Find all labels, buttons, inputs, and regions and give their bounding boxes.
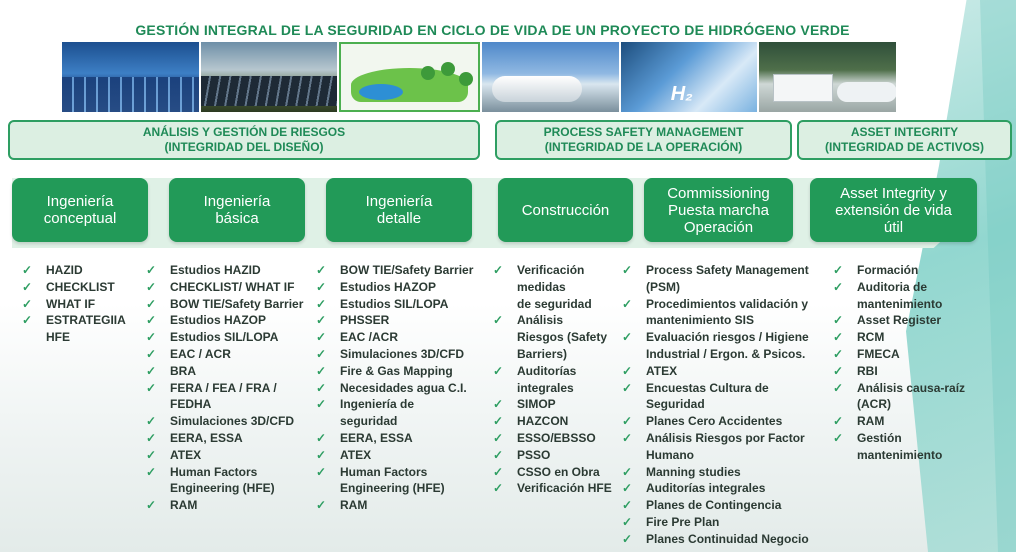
check-icon: ✓ <box>493 263 504 277</box>
checklist-item-text: RAM <box>857 414 885 429</box>
checklist-item-text: Estudios HAZOP <box>170 313 267 328</box>
checklist-item <box>493 430 633 447</box>
checklist-item <box>146 262 321 279</box>
checklist-item-text: Simulaciones 3D/CFD <box>340 346 465 361</box>
checklist-item <box>833 363 983 380</box>
check-icon: ✓ <box>622 296 633 311</box>
checklist-item-text: Simulaciones 3D/CFD <box>170 414 295 429</box>
checklist-item-text: PHSSER <box>340 313 390 328</box>
phase-line1: PROCESS SAFETY MANAGEMENT <box>543 125 744 139</box>
check-icon: ✓ <box>622 464 633 479</box>
checklist-item <box>622 464 832 481</box>
tree-icon <box>459 72 473 86</box>
checklist-item <box>622 262 832 296</box>
checklist-item <box>622 413 832 430</box>
solar-panels-photo <box>62 42 199 112</box>
checklist-item-text: EAC /ACR <box>340 330 399 345</box>
checklist-item-text: Human Factors Engineering (HFE) <box>170 464 275 496</box>
checklist-item <box>316 430 496 447</box>
checklist-item-text: RAM <box>170 498 198 513</box>
check-icon: ✓ <box>146 279 157 294</box>
checklist-item <box>146 363 321 380</box>
stage-line1: Ingeniería <box>203 193 271 210</box>
check-icon: ✓ <box>833 279 844 294</box>
column-detail <box>316 262 496 514</box>
checklist-item-text: EERA, ESSA <box>340 430 413 445</box>
checklist-item <box>316 262 496 279</box>
checklist-item-text: Estudios SIL/LOPA <box>170 330 279 345</box>
checklist-item-text: CHECKLIST/ WHAT IF <box>170 279 295 294</box>
check-icon: ✓ <box>622 430 633 445</box>
stage-line2: Puesta marcha <box>668 201 769 219</box>
checklist-item <box>493 312 633 362</box>
checklist-item-text: Formación <box>857 263 919 277</box>
checklist-item <box>622 380 832 414</box>
checklist-item-text: Fire & Gas Mapping <box>340 363 453 378</box>
checklist-item-text: Planes de Contingencia <box>646 498 782 513</box>
checklist-item-text: WHAT IF <box>46 296 96 311</box>
stage-line1: Asset Integrity y <box>840 184 947 202</box>
checklist-item <box>493 363 633 397</box>
checklist-item <box>833 329 983 346</box>
checklist-item <box>316 447 496 464</box>
checklist-item <box>316 296 496 313</box>
check-icon: ✓ <box>316 447 327 462</box>
check-icon: ✓ <box>316 397 327 412</box>
checklist-item-text: Asset Register <box>857 313 942 328</box>
checklist-item <box>833 262 983 279</box>
check-icon: ✓ <box>316 363 327 378</box>
stage-line2: básica <box>215 210 259 227</box>
check-icon: ✓ <box>833 263 844 277</box>
check-icon: ✓ <box>146 430 157 445</box>
checklist-item <box>146 296 321 313</box>
checklist-item-text: EAC / ACR <box>170 346 231 361</box>
checklist-item <box>833 279 983 313</box>
checklist-item <box>493 464 633 481</box>
hydrogen-plant-photo <box>759 42 896 112</box>
phase-risk-analysis <box>8 120 480 160</box>
check-icon: ✓ <box>493 481 504 496</box>
checklist-item <box>833 312 983 329</box>
checklist-item-text: Análisis Riesgos (Safety Barriers) <box>517 313 608 361</box>
tank-shape <box>837 82 896 102</box>
checklist-item-text: PSSO <box>517 447 551 462</box>
checklist-item-text: Encuestas Cultura de Seguridad <box>646 380 769 412</box>
check-icon: ✓ <box>316 279 327 294</box>
photo-strip <box>62 42 896 112</box>
check-icon: ✓ <box>622 263 633 277</box>
checklist-item <box>146 497 321 514</box>
check-icon: ✓ <box>493 430 504 445</box>
stage-line1: Ingeniería <box>46 193 114 210</box>
phase-asset-integrity <box>797 120 1012 160</box>
checklist-item <box>146 279 321 296</box>
checklist-item-text: FERA / FEA / FRA / FEDHA <box>170 380 277 412</box>
stage-line1: Commissioning <box>667 184 770 202</box>
checklist-item-text: Auditorías integrales <box>646 481 766 496</box>
checklist-item-text: HAZCON <box>517 414 569 429</box>
checklist-item <box>622 430 832 464</box>
stage-basic-engineering <box>169 178 305 242</box>
checklist-item-text: Planes Continuidad Negocio <box>646 531 809 546</box>
checklist-item-text: BOW TIE/Safety Barrier <box>170 296 304 311</box>
checklist-item <box>146 430 321 447</box>
checklist-item-text: CSSO en Obra <box>517 464 600 479</box>
phase-line2: (INTEGRIDAD DEL DISEÑO) <box>164 140 324 154</box>
stage-commissioning <box>644 178 793 242</box>
checklist-item-text: ESSO/EBSSO <box>517 430 596 445</box>
stage-line2: conceptual <box>43 210 117 227</box>
check-icon: ✓ <box>622 481 633 496</box>
column-operation <box>622 262 832 548</box>
check-icon: ✓ <box>146 296 157 311</box>
check-icon: ✓ <box>833 313 844 328</box>
checklist-item-text: ESTRATEGIIA HFE <box>46 313 126 345</box>
check-icon: ✓ <box>22 296 33 311</box>
checklist-item <box>833 346 983 363</box>
checklist-item-text: Necesidades agua C.I. <box>340 380 467 395</box>
stage-detail-engineering <box>326 178 472 242</box>
check-icon: ✓ <box>316 464 327 479</box>
checklist-item-text: Planes Cero Accidentes <box>646 414 783 429</box>
check-icon: ✓ <box>146 263 157 277</box>
checklist-item <box>146 329 321 346</box>
check-icon: ✓ <box>146 414 157 429</box>
check-icon: ✓ <box>316 430 327 445</box>
check-icon: ✓ <box>146 447 157 462</box>
container-shape <box>773 74 833 102</box>
check-icon: ✓ <box>493 447 504 462</box>
check-icon: ✓ <box>833 380 844 395</box>
checklist-item <box>316 497 496 514</box>
checklist-item-text: Análisis causa-raíz (ACR) <box>857 380 966 412</box>
checklist-item-text: EERA, ESSA <box>170 430 243 445</box>
checklist-item <box>316 396 496 430</box>
checklist-item <box>316 380 496 397</box>
checklist-item <box>833 430 983 464</box>
checklist-item <box>833 413 983 430</box>
check-icon: ✓ <box>316 263 327 277</box>
checklist-item-text: Análisis Riesgos por Factor Humano <box>646 430 805 462</box>
green-energy-illustration <box>339 42 480 112</box>
check-icon: ✓ <box>493 464 504 479</box>
checklist-item-text: Ingeniería de seguridad <box>340 397 415 429</box>
checklist-item <box>146 413 321 430</box>
stage-line3: útil <box>883 218 904 236</box>
checklist-item-text: Estudios HAZOP <box>340 279 437 294</box>
checklist-item <box>146 312 321 329</box>
checklist-item <box>22 262 162 279</box>
checklist-item-text: ATEX <box>340 447 372 462</box>
checklist-item <box>146 447 321 464</box>
column-construction <box>493 262 633 497</box>
checklist-item <box>146 380 321 414</box>
check-icon: ✓ <box>316 380 327 395</box>
checklist-item-text: BRA <box>170 363 196 378</box>
tank-shape <box>492 76 582 102</box>
checklist-item-text: Auditoria de mantenimiento <box>857 279 943 311</box>
checklist-item <box>622 480 832 497</box>
stage-line3: Operación <box>683 218 754 236</box>
checklist-item <box>622 497 832 514</box>
page-title: GESTIÓN INTEGRAL DE LA SEGURIDAD EN CICLO DE VIDA DE UN PROYECTO DE HIDRÓGENO VERDE <box>135 22 850 38</box>
check-icon: ✓ <box>622 380 633 395</box>
check-icon: ✓ <box>833 414 844 429</box>
phase-line1: ASSET INTEGRITY <box>850 125 959 139</box>
check-icon: ✓ <box>316 313 327 328</box>
checklist-item <box>146 346 321 363</box>
checklist-item <box>22 296 162 313</box>
checklist-item-text: RBI <box>857 363 878 378</box>
stage-construction <box>498 178 633 242</box>
check-icon: ✓ <box>22 279 33 294</box>
check-icon: ✓ <box>493 363 504 378</box>
checklist-item <box>493 262 633 312</box>
checklist-item <box>622 329 832 363</box>
checklist-item-text: BOW TIE/Safety Barrier <box>340 263 474 277</box>
column-conceptual <box>22 262 162 346</box>
checklist-item-text: RAM <box>340 498 368 513</box>
checklist-item-text: Procedimientos validación y mantenimiento SIS <box>646 296 809 328</box>
stage-line2: detalle <box>376 210 422 227</box>
checklist-item <box>316 464 496 498</box>
checklist-item <box>622 363 832 380</box>
check-icon: ✓ <box>146 363 157 378</box>
checklist-item-text: ATEX <box>170 447 202 462</box>
check-icon: ✓ <box>622 531 633 546</box>
check-icon: ✓ <box>622 498 633 513</box>
checklist-item-text: ATEX <box>646 363 678 378</box>
checklist-item-text: Manning studies <box>646 464 741 479</box>
check-icon: ✓ <box>833 346 844 361</box>
h2-pipeline-photo <box>621 42 758 112</box>
checklist-item <box>22 312 162 346</box>
checklist-item-text: Evaluación riesgos / Higiene Industrial / Ergon. & Psicos. <box>646 330 809 361</box>
checklist-item <box>316 279 496 296</box>
stage-asset-integrity <box>810 178 977 242</box>
phase-process-safety <box>495 120 792 160</box>
checklist-item-text: Human Factors Engineering (HFE) <box>340 464 445 496</box>
stage-line1: Ingeniería <box>365 193 433 210</box>
check-icon: ✓ <box>146 464 157 479</box>
stage-conceptual-engineering <box>12 178 148 242</box>
checklist-item-text: HAZID <box>46 263 83 277</box>
checklist-item-text: Fire Pre Plan <box>646 514 720 529</box>
check-icon: ✓ <box>146 380 157 395</box>
checklist-item-text: Estudios HAZID <box>170 263 261 277</box>
checklist-item-text: RCM <box>857 330 885 345</box>
checklist-item <box>146 464 321 498</box>
check-icon: ✓ <box>146 313 157 328</box>
check-icon: ✓ <box>146 330 157 345</box>
checklist-item <box>493 396 633 413</box>
checklist-item <box>622 296 832 330</box>
checklist-item <box>622 531 832 548</box>
check-icon: ✓ <box>316 346 327 361</box>
checklist-item-text: SIMOP <box>517 397 556 412</box>
checklist-item-text: Auditorías integrales <box>517 363 577 395</box>
check-icon: ✓ <box>316 498 327 513</box>
checklist-item <box>833 380 983 414</box>
check-icon: ✓ <box>622 514 633 529</box>
stage-line2: extensión de vida <box>835 201 952 219</box>
stage-line1: Construcción <box>521 201 610 219</box>
phase-line1: ANÁLISIS Y GESTIÓN DE RIESGOS <box>142 125 346 139</box>
check-icon: ✓ <box>146 498 157 513</box>
checklist-item <box>493 447 633 464</box>
check-icon: ✓ <box>493 414 504 429</box>
checklist-item <box>316 363 496 380</box>
column-basic <box>146 262 321 514</box>
check-icon: ✓ <box>22 313 33 328</box>
check-icon: ✓ <box>146 346 157 361</box>
check-icon: ✓ <box>833 430 844 445</box>
check-icon: ✓ <box>622 330 633 345</box>
checklist-item <box>316 329 496 346</box>
checklist-item <box>493 480 633 497</box>
check-icon: ✓ <box>622 414 633 429</box>
checklist-item-text: Verificación HFE <box>517 481 612 496</box>
checklist-item-text: Estudios SIL/LOPA <box>340 296 449 311</box>
checklist-item <box>316 312 496 329</box>
checklist-item <box>622 514 832 531</box>
check-icon: ✓ <box>622 363 633 378</box>
checklist-item <box>493 413 633 430</box>
checklist-item-text: Verificación medidas de seguridad <box>517 263 592 311</box>
check-icon: ✓ <box>833 330 844 345</box>
checklist-item-text: FMECA <box>857 346 900 361</box>
h2-label: H₂ <box>670 83 693 105</box>
column-asset-integrity <box>833 262 983 464</box>
checklist-item-text: Process Safety Management (PSM) <box>646 263 809 294</box>
check-icon: ✓ <box>22 263 33 277</box>
checklist-item <box>22 279 162 296</box>
checklist-item <box>316 346 496 363</box>
check-icon: ✓ <box>833 363 844 378</box>
hydrogen-tank-photo <box>482 42 619 112</box>
checklist-item-text: Gestión mantenimiento <box>857 430 943 462</box>
phase-line2: (INTEGRIDAD DE LA OPERACIÓN) <box>544 140 743 154</box>
check-icon: ✓ <box>493 313 504 328</box>
check-icon: ✓ <box>493 397 504 412</box>
check-icon: ✓ <box>316 330 327 345</box>
checklist-item-text: CHECKLIST <box>46 279 115 294</box>
solar-wind-photo <box>201 42 338 112</box>
check-icon: ✓ <box>316 296 327 311</box>
phase-line2: (INTEGRIDAD DE ACTIVOS) <box>825 140 984 154</box>
